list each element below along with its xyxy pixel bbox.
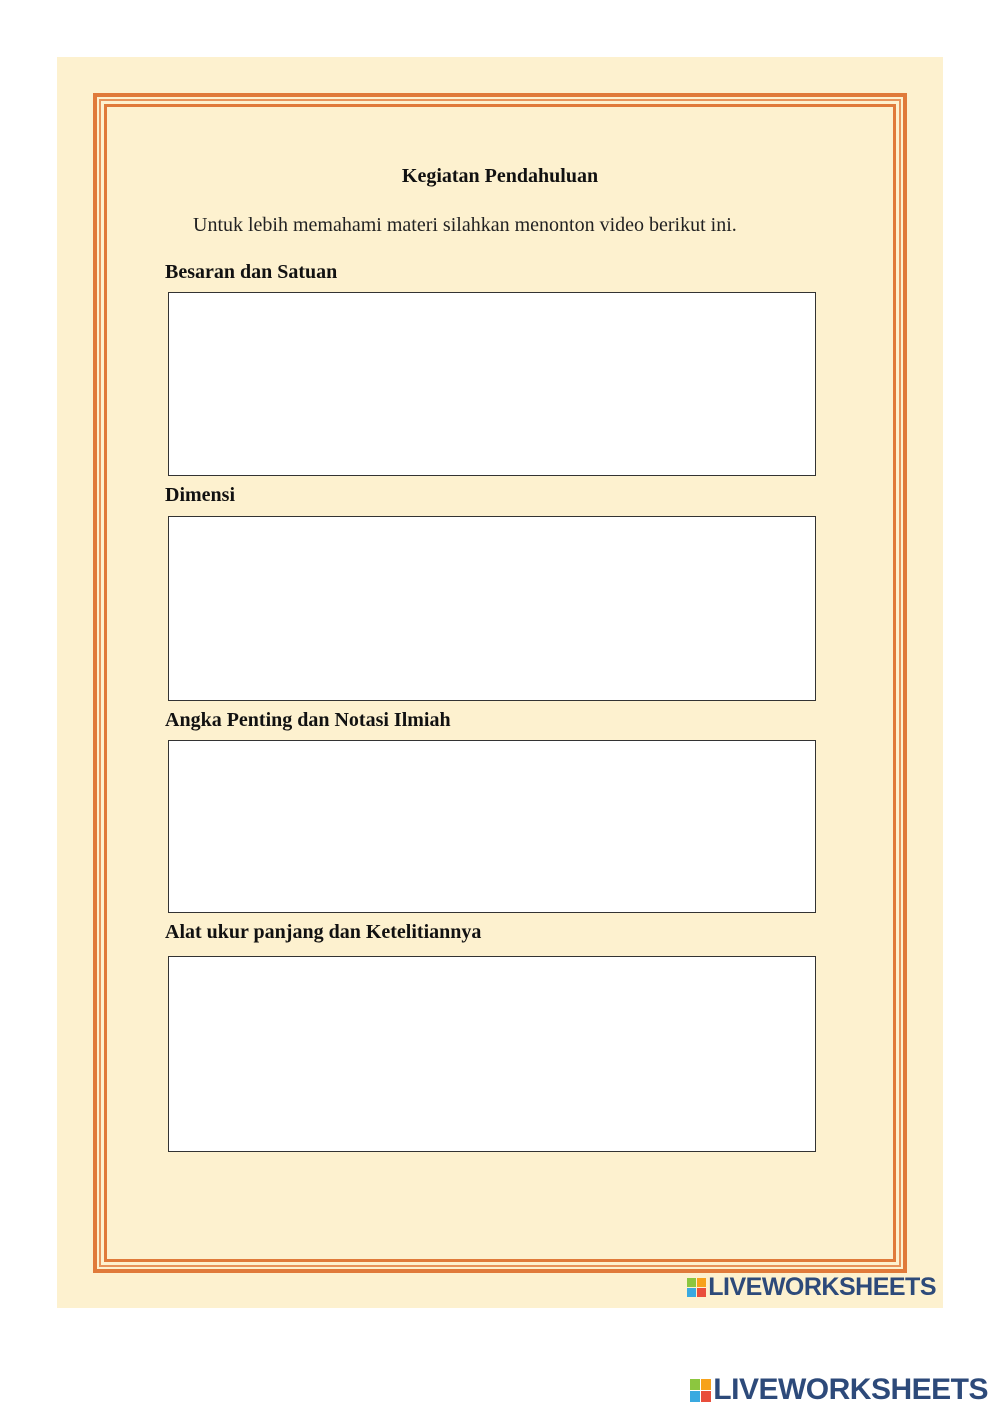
video-embed-besaran[interactable] <box>168 292 816 476</box>
section-label-besaran: Besaran dan Satuan <box>165 261 338 283</box>
video-embed-dimensi[interactable] <box>168 516 816 701</box>
liveworksheets-logo <box>687 1273 936 1302</box>
liveworksheets-footer-logo <box>690 1373 988 1407</box>
section-label-dimensi: Dimensi <box>165 484 235 506</box>
logo-text: LIVEWORKSHEETS <box>708 1273 936 1301</box>
section-label-angka-penting: Angka Penting dan Notasi Ilmiah <box>165 709 451 731</box>
liveworksheets-mark-icon <box>690 1379 711 1402</box>
worksheet-title: Kegiatan Pendahuluan <box>401 165 599 187</box>
footer-logo-text: LIVEWORKSHEETS <box>713 1373 988 1406</box>
video-embed-angka-penting[interactable] <box>168 740 816 913</box>
liveworksheets-mark-icon <box>687 1278 706 1297</box>
video-embed-alat-ukur[interactable] <box>168 956 816 1152</box>
section-label-alat-ukur: Alat ukur panjang dan Ketelitiannya <box>165 921 482 943</box>
intro-text: Untuk lebih memahami materi silahkan menonton video berikut ini. <box>193 214 737 236</box>
worksheet-page <box>57 57 943 1308</box>
